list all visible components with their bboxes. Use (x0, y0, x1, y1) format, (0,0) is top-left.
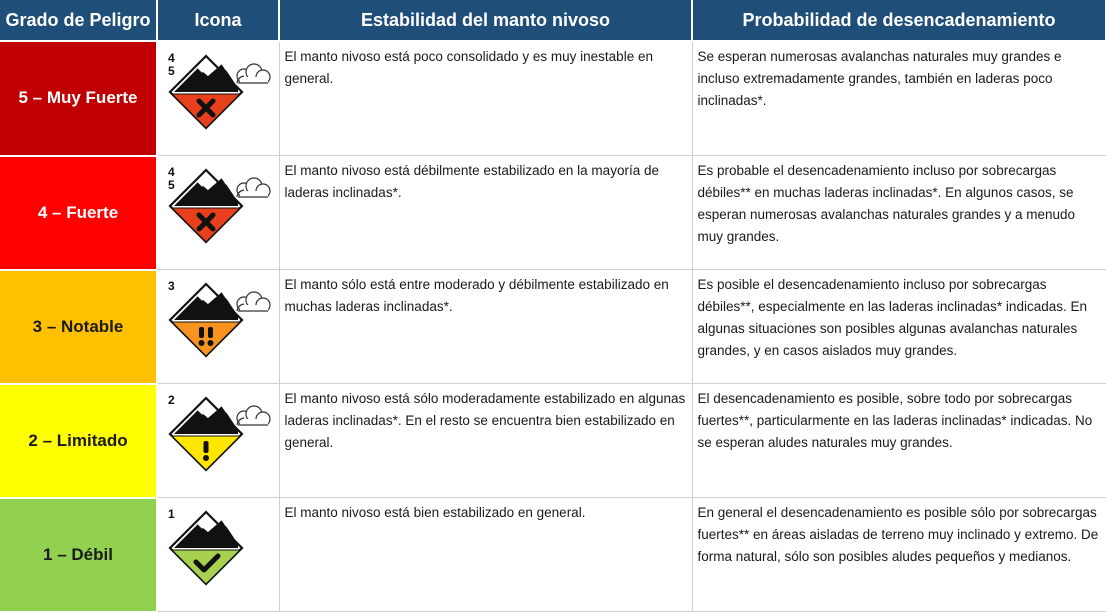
danger-row (0, 270, 1106, 384)
snow-cloud (237, 292, 270, 313)
grade-label: 1 – Débil (0, 498, 157, 612)
icon-cell (157, 156, 279, 270)
danger-level-1-icon (166, 506, 286, 606)
icon-cell (157, 41, 279, 156)
stability-description: El manto nivoso está sólo moderadamente estabilizado en algunas laderas inclinadas*. En el resto se encuentra bien estabilizado en general. (279, 384, 692, 498)
icon-cell (157, 270, 279, 384)
grade-label: 5 – Muy Fuerte (0, 41, 157, 156)
stability-description: El manto nivoso está bien estabilizado en general. (279, 498, 692, 612)
icon-number: 5 (168, 178, 175, 192)
icon-cell (157, 498, 279, 612)
stability-description: El manto nivoso está débilmente estabilizado en la mayoría de laderas inclinadas*. (279, 156, 692, 270)
danger-row (0, 498, 1106, 612)
probability-description: En general el desencadenamiento es posible sólo por sobrecargas fuertes** en áreas aisladas de terreno muy inclinado y extremo. De forma natural, sólo son posibles aludes pequeños y medianos. (692, 498, 1106, 612)
stability-description: El manto nivoso está poco consolidado y es muy inestable en general. (279, 41, 692, 156)
icon-number: 5 (168, 64, 175, 78)
danger-level-2-icon (166, 392, 286, 492)
snow-cloud (237, 178, 270, 199)
danger-row (0, 384, 1106, 498)
icon-number: 4 (168, 165, 175, 179)
icon-cell (157, 384, 279, 498)
header-stability: Estabilidad del manto nivoso (279, 0, 692, 41)
exclamation-symbol (203, 441, 209, 461)
grade-label: 3 – Notable (0, 270, 157, 384)
icon-number: 3 (168, 279, 175, 293)
grade-label: 4 – Fuerte (0, 156, 157, 270)
icon-number: 1 (168, 507, 175, 521)
snow-cloud (237, 64, 270, 85)
danger-row (0, 41, 1106, 156)
header-grade: Grado de Peligro (0, 0, 157, 41)
header-row (0, 0, 1106, 41)
hazard-level-fill (172, 322, 240, 356)
icon-number: 4 (168, 51, 175, 65)
probability-description: Es posible el desencadenamiento incluso por sobrecargas débiles**, especialmente en las laderas inclinadas* indicadas. En algunas situaciones son posibles algunas avalanchas naturales grandes, y en casos aislados muy grandes. (692, 270, 1106, 384)
danger-level-3-icon (166, 278, 286, 378)
snow-cloud (237, 406, 270, 427)
grade-label: 2 – Limitado (0, 384, 157, 498)
header-probability: Probabilidad de desencadenamiento (692, 0, 1106, 41)
icon-number: 2 (168, 393, 175, 407)
probability-description: Es probable el desencadenamiento incluso por sobrecargas débiles** en muchas laderas inclinadas*. En algunos casos, se esperan numerosas avalanchas naturales grandes y a menudo muy grandes. (692, 156, 1106, 270)
probability-description: El desencadenamiento es posible, sobre todo por sobrecargas fuertes**, particularmente en las laderas inclinadas* indicadas. No se esperan aludes naturales muy grandes. (692, 384, 1106, 498)
header-icon: Icona (157, 0, 279, 41)
probability-description: Se esperan numerosas avalanchas naturales muy grandes e incluso extremadamente grandes, también en laderas poco inclinadas*. (692, 41, 1106, 156)
danger-level-4-icon (166, 164, 286, 264)
danger-level-5-icon (166, 50, 286, 150)
danger-row (0, 156, 1106, 270)
stability-description: El manto sólo está entre moderado y débilmente estabilizado en muchas laderas inclinadas*. (279, 270, 692, 384)
